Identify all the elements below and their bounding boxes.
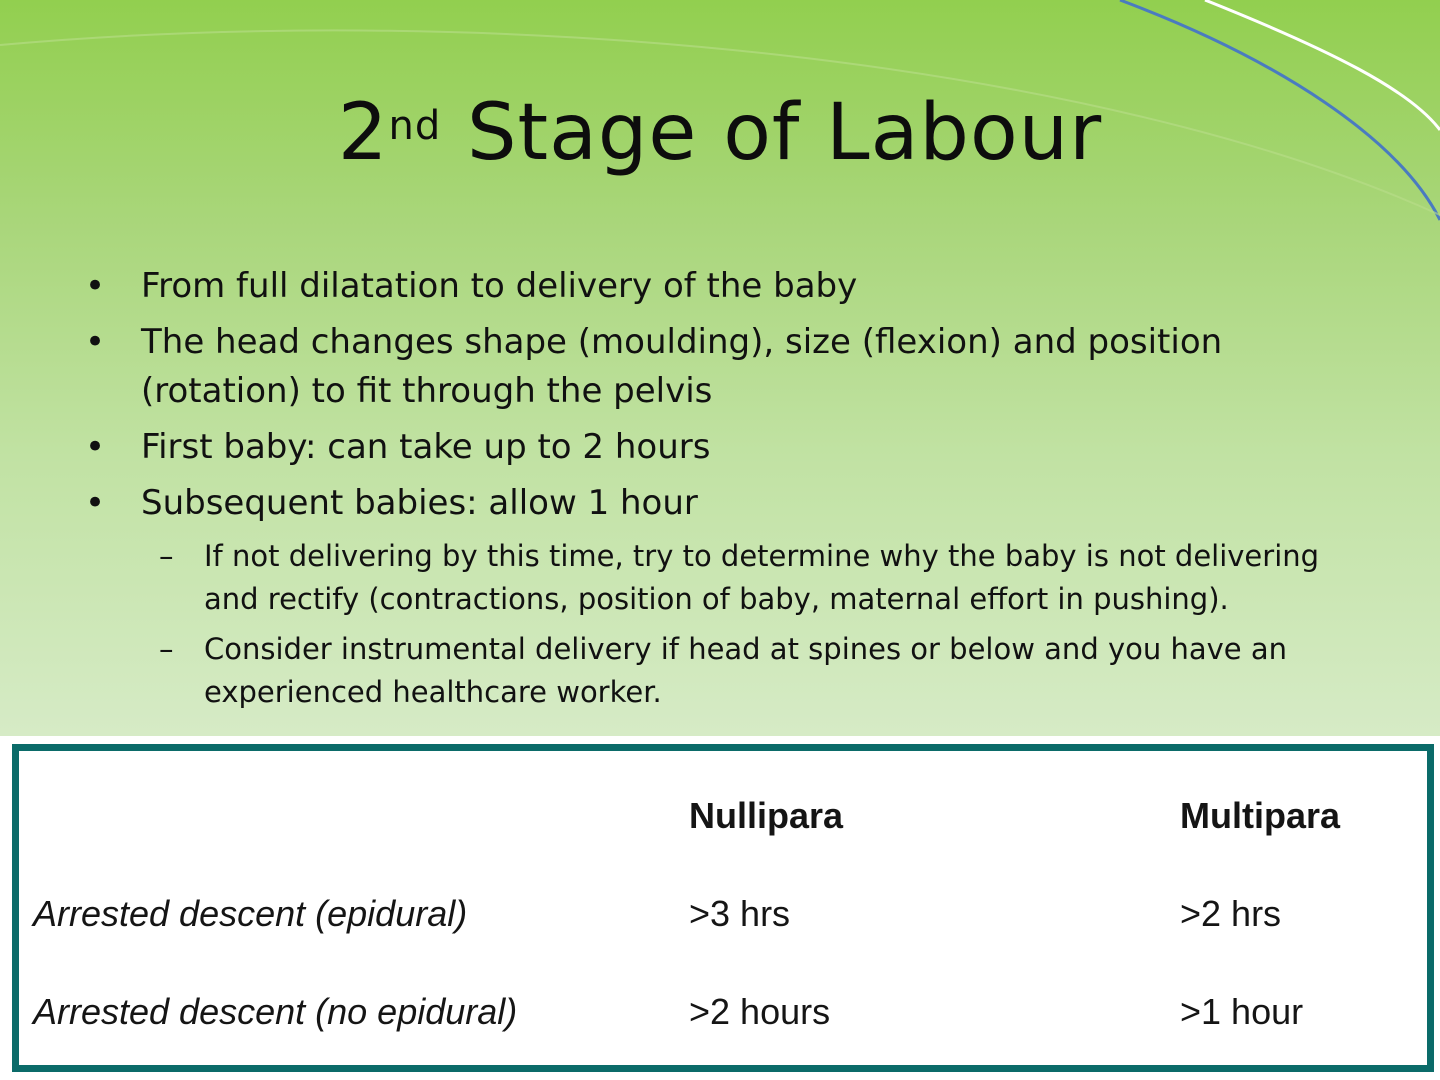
header-nullipara: Nullipara [689,795,844,836]
row-label-no-epidural: Arrested descent (no epidural) [33,991,518,1032]
cell-no-epidural-nullipara: >2 hours [689,991,831,1032]
title-text: Stage of Labour [441,88,1103,178]
bullet-list [0,262,1440,721]
bullet-item [0,479,1440,528]
bullet-text: First baby: can take up to 2 hours [141,427,711,467]
sub-bullet-item [0,628,1440,714]
bullet-item [0,262,1440,311]
bullet-text: Subsequent babies: allow 1 hour [141,483,698,523]
labour-duration-table [12,744,1434,1072]
cell-epidural-nullipara: >3 hrs [689,893,791,934]
sub-bullet-item [0,535,1440,621]
bullet-item [0,318,1440,416]
sub-bullet-marker: – [159,632,174,666]
title-ordinal-suffix: nd [388,103,442,149]
bullet-text: The head changes shape (moulding), size (flexion) and position (rotation) to fit through the pelvis [141,322,1223,411]
sub-bullet-text: If not delivering by this time, try to determine why the baby is not delivering and rectify (contractions, position of baby, maternal effort in pushing). [204,539,1320,616]
sub-bullet-marker: – [159,539,174,573]
header-multipara: Multipara [1180,795,1341,836]
cell-no-epidural-multipara: >1 hour [1180,991,1304,1032]
bullet-item [0,423,1440,472]
row-label-epidural: Arrested descent (epidural) [33,893,468,934]
bullet-marker: • [85,266,106,306]
bullet-marker: • [85,483,106,523]
slide-title [0,88,1440,178]
title-number: 2 [337,88,389,178]
bullet-text: From full dilatation to delivery of the baby [141,266,858,306]
cell-epidural-multipara: >2 hrs [1180,893,1282,934]
sub-bullet-text: Consider instrumental delivery if head at spines or below and you have an experienced healthcare worker. [204,632,1287,709]
bullet-marker: • [85,427,106,467]
bullet-marker: • [85,322,106,362]
